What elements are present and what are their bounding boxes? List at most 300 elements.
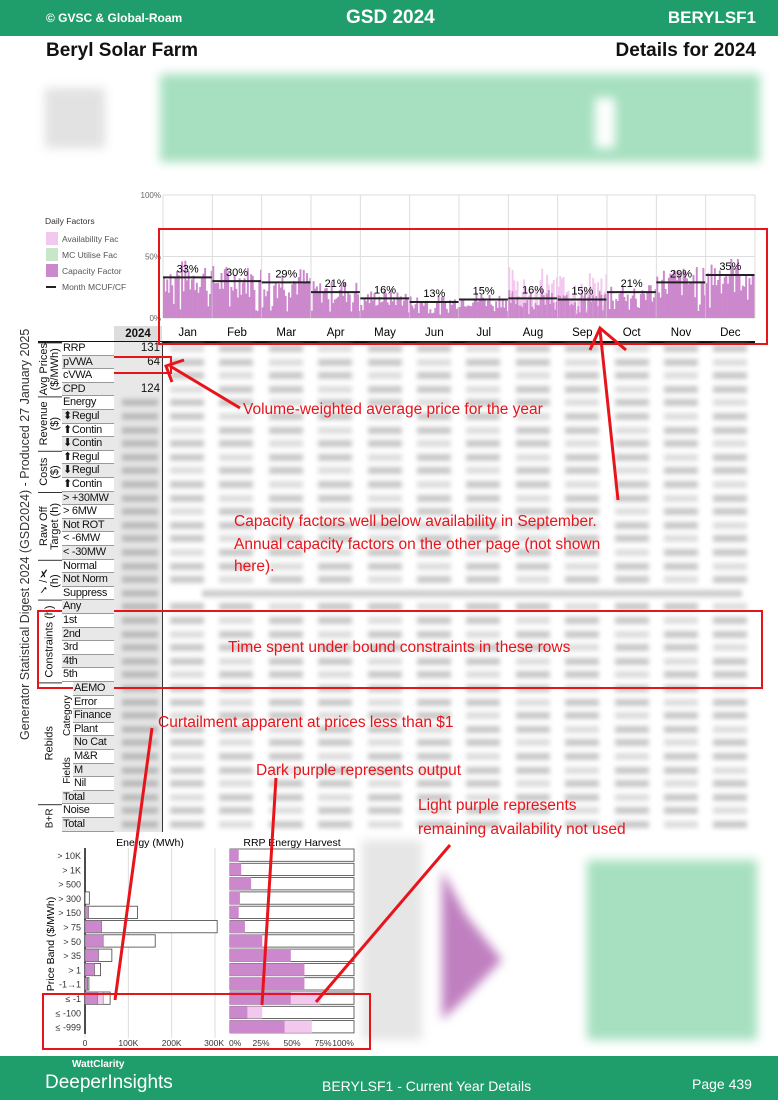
- blurred-month-value: [664, 413, 698, 420]
- blurred-month-value: [170, 794, 204, 801]
- blurred-month-value: [417, 780, 451, 787]
- annotation-dark-purple: Dark purple represents output: [256, 762, 462, 779]
- blurred-month-value: [516, 427, 550, 434]
- blurred-month-value: [269, 739, 303, 746]
- blurred-month-value: [466, 699, 500, 706]
- blurred-month-value: [269, 454, 303, 461]
- blurred-month-value: [466, 345, 500, 352]
- blurred-month-value: [713, 535, 747, 542]
- blurred-month-value: [615, 454, 649, 461]
- blurred-month-value: [516, 753, 550, 760]
- report-title: GSD 2024: [346, 7, 435, 28]
- blurred-month-value: [318, 467, 352, 474]
- row-label: Any: [62, 600, 114, 614]
- energy-output-bar: [85, 935, 103, 947]
- blurred-month-value: [318, 481, 352, 488]
- blurred-month-value: [269, 753, 303, 760]
- blurred-month-value: [368, 495, 402, 502]
- blurred-month-value: [664, 467, 698, 474]
- blurred-month-value: [269, 495, 303, 502]
- blurred-month-value: [664, 372, 698, 379]
- row-label: Normal: [62, 560, 114, 574]
- blurred-year-value: [122, 413, 158, 420]
- month-label: Mar: [276, 327, 297, 339]
- blurred-month-value: [615, 739, 649, 746]
- blurred-month-value: [713, 454, 747, 461]
- blurred-suppress-note: [202, 590, 742, 597]
- blurred-month-value: [565, 481, 599, 488]
- blurred-month-value: [615, 535, 649, 542]
- blurred-month-value: [368, 821, 402, 828]
- blurred-month-value: [565, 780, 599, 787]
- blurred-month-value: [713, 345, 747, 352]
- blurred-year-value: [122, 699, 158, 706]
- annotation-constraints: Time spent under bound constraints in these rows: [228, 639, 571, 656]
- pvwa-highlight: [112, 356, 172, 374]
- blurred-month-value: [516, 440, 550, 447]
- blurred-month-value: [318, 440, 352, 447]
- blurred-month-value: [466, 726, 500, 733]
- negative-price-highlight: [42, 993, 371, 1050]
- harvest-total-bar: [230, 849, 354, 861]
- blurred-year-value: [122, 821, 158, 828]
- row-label: CPD: [62, 383, 114, 397]
- blurred-month-value: [368, 467, 402, 474]
- blurred-month-value: [269, 807, 303, 814]
- blurred-month-value: [516, 726, 550, 733]
- row-label: 4th: [62, 655, 114, 669]
- blurred-month-value: [615, 508, 649, 515]
- energy-x-tick: 200K: [161, 1038, 182, 1048]
- blurred-year-value: [122, 440, 158, 447]
- blurred-month-value: [219, 427, 253, 434]
- blurred-month-value: [664, 535, 698, 542]
- daily-factors-highlight: [158, 228, 768, 345]
- blurred-month-value: [565, 372, 599, 379]
- blurred-month-value: [713, 427, 747, 434]
- annotation-sept-1: Capacity factors well below availability in September.: [234, 513, 597, 530]
- annotation-curtailment: Curtailment apparent at prices less than $1: [158, 714, 454, 731]
- blurred-month-value: [713, 359, 747, 366]
- blurred-month-value: [615, 576, 649, 583]
- copyright: © GVSC & Global-Roam: [46, 11, 183, 25]
- blurred-month-value: [170, 372, 204, 379]
- blurred-month-value: [318, 345, 352, 352]
- row-group-label: Constraints (h): [38, 600, 62, 682]
- month-cf-label: 15%: [472, 285, 495, 298]
- annotation-light-purple-1: Light purple represents: [418, 797, 577, 814]
- blurred-month-value: [565, 767, 599, 774]
- price-band-label: ≤ -1: [65, 994, 81, 1004]
- header-bar: [0, 0, 778, 36]
- row-label: Not Norm: [62, 573, 114, 587]
- blurred-month-value: [516, 712, 550, 719]
- blurred-month-value: [516, 454, 550, 461]
- blurred-month-value: [466, 427, 500, 434]
- blurred-month-value: [565, 467, 599, 474]
- month-label: Jan: [178, 327, 197, 339]
- harvest-total-bar: [230, 921, 354, 933]
- row-label: Plant: [73, 723, 114, 737]
- blurred-month-value: [219, 780, 253, 787]
- blurred-month-value: [219, 495, 253, 502]
- blurred-month-value: [615, 699, 649, 706]
- blurred-year-value: [122, 427, 158, 434]
- blurred-month-value: [565, 726, 599, 733]
- blurred-month-value: [615, 794, 649, 801]
- blurred-year-value: [122, 726, 158, 733]
- energy-chart-title: Energy (MWh): [116, 837, 184, 849]
- price-band-label: -1→1: [58, 979, 81, 990]
- row-label: > 6MW: [62, 505, 114, 519]
- row-label: Not ROT: [62, 519, 114, 533]
- blurred-month-value: [664, 807, 698, 814]
- blurred-month-value: [170, 427, 204, 434]
- blurred-month-value: [466, 372, 500, 379]
- harvest-x-tick: 0%: [229, 1038, 242, 1048]
- harvest-output-bar: [230, 921, 245, 933]
- blurred-month-value: [615, 481, 649, 488]
- blurred-month-value: [417, 359, 451, 366]
- energy-total-bar: [85, 892, 89, 904]
- harvest-output-bar: [230, 906, 239, 918]
- blurred-month-value: [615, 726, 649, 733]
- blurred-month-value: [466, 780, 500, 787]
- blurred-month-value: [713, 467, 747, 474]
- row-label: ⬍Regul: [62, 410, 114, 424]
- annotation-light-purple-2: remaining availability not used: [418, 821, 626, 838]
- blurred-month-value: [516, 359, 550, 366]
- row-label: AEMO: [73, 682, 114, 696]
- blurred-month-value: [269, 372, 303, 379]
- month-cf-label: 21%: [324, 278, 347, 291]
- blurred-year-value: [122, 508, 158, 515]
- harvest-output-bar: [230, 935, 262, 947]
- blurred-month-value: [170, 821, 204, 828]
- price-band-label: > 10K: [57, 851, 81, 861]
- blurred-year-value: [122, 794, 158, 801]
- month-label: Aug: [522, 327, 544, 339]
- blurred-month-value: [170, 481, 204, 488]
- blurred-month-value: [269, 576, 303, 583]
- row-group-label: Costs ($): [38, 451, 62, 492]
- blurred-month-value: [170, 413, 204, 420]
- month-label: Dec: [720, 327, 741, 339]
- blurred-month-value: [615, 467, 649, 474]
- energy-total-bar: [85, 921, 217, 933]
- blurred-top-chart: [40, 68, 760, 178]
- blurred-month-value: [219, 753, 253, 760]
- energy-output-bar: [85, 978, 88, 990]
- harvest-output-bar: [230, 878, 251, 890]
- blurred-month-value: [565, 495, 599, 502]
- row-label: > +30MW: [62, 492, 114, 506]
- blurred-month-value: [664, 576, 698, 583]
- blurred-month-value: [269, 780, 303, 787]
- blurred-month-value: [219, 467, 253, 474]
- harvest-output-bar: [230, 892, 240, 904]
- blurred-year-value: [122, 454, 158, 461]
- year-header: 2024: [114, 326, 162, 342]
- annotation-sept-3: here).: [234, 558, 275, 575]
- blurred-month-value: [417, 372, 451, 379]
- row-label: Total: [62, 818, 114, 832]
- blurred-month-value: [219, 454, 253, 461]
- harvest-output-bar: [230, 849, 239, 861]
- blurred-month-value: [219, 767, 253, 774]
- blurred-month-value: [269, 386, 303, 393]
- blurred-month-value: [368, 440, 402, 447]
- row-label: cVWA: [62, 369, 114, 383]
- blurred-month-value: [565, 699, 599, 706]
- blurred-month-value: [466, 481, 500, 488]
- price-band-label: ≤ -100: [55, 1008, 81, 1019]
- blurred-year-value: [122, 780, 158, 787]
- blurred-month-value: [713, 712, 747, 719]
- blurred-month-value: [269, 481, 303, 488]
- row-group-label: Avg Prices ($/MWh): [38, 343, 61, 396]
- harvest-x-tick: 50%: [283, 1038, 301, 1048]
- row-group-label: B+R: [38, 804, 62, 831]
- year-value: 124: [140, 382, 160, 395]
- blurred-month-value: [368, 454, 402, 461]
- blurred-month-value: [516, 699, 550, 706]
- month-cf-label: 13%: [423, 288, 446, 301]
- blurred-month-value: [664, 549, 698, 556]
- blurred-month-value: [516, 467, 550, 474]
- station-name: Beryl Solar Farm: [46, 40, 199, 61]
- blurred-month-value: [615, 563, 649, 570]
- blurred-year-value: [122, 576, 158, 583]
- blurred-month-value: [664, 399, 698, 406]
- harvest-output-bar: [230, 978, 304, 990]
- blurred-month-value: [664, 454, 698, 461]
- blurred-month-value: [664, 753, 698, 760]
- blurred-month-value: [713, 767, 747, 774]
- blurred-month-value: [219, 807, 253, 814]
- blurred-month-value: [713, 549, 747, 556]
- blurred-month-value: [318, 753, 352, 760]
- row-label: 3rd: [62, 641, 114, 655]
- blurred-month-value: [269, 427, 303, 434]
- blurred-year-value: [122, 753, 158, 760]
- blurred-month-value: [219, 576, 253, 583]
- blurred-month-value: [417, 739, 451, 746]
- blurred-month-value: [219, 345, 253, 352]
- blurred-month-value: [318, 780, 352, 787]
- energy-output-bar: [85, 906, 88, 918]
- blurred-month-value: [170, 454, 204, 461]
- row-label: pVWA: [62, 356, 114, 370]
- blurred-month-value: [664, 780, 698, 787]
- blurred-month-value: [713, 780, 747, 787]
- blurred-year-value: [122, 739, 158, 746]
- month-label: Sep: [572, 327, 593, 339]
- blurred-month-value: [615, 522, 649, 529]
- energy-output-bar: [85, 949, 98, 961]
- row-label: Suppress: [62, 587, 114, 601]
- blurred-month-value: [368, 563, 402, 570]
- blurred-month-value: [713, 563, 747, 570]
- month-label: Nov: [670, 327, 692, 339]
- row-label: Nil: [73, 777, 114, 791]
- blurred-month-value: [368, 739, 402, 746]
- blurred-month-value: [713, 522, 747, 529]
- harvest-total-bar: [230, 906, 354, 918]
- blurred-month-value: [269, 345, 303, 352]
- blurred-month-value: [170, 699, 204, 706]
- harvest-output-bar: [230, 949, 291, 961]
- harvest-x-tick: 25%: [252, 1038, 270, 1048]
- month-label: Feb: [227, 327, 247, 339]
- blurred-month-value: [664, 821, 698, 828]
- price-band-label: > 35: [63, 951, 81, 962]
- row-label: Total: [62, 791, 114, 805]
- blurred-month-value: [318, 454, 352, 461]
- price-band-label: > 75: [63, 922, 81, 933]
- blurred-month-value: [368, 481, 402, 488]
- blurred-month-value: [713, 372, 747, 379]
- month-label: Oct: [622, 327, 641, 339]
- deeperinsights-logo: DeeperInsights: [45, 1072, 173, 1093]
- blurred-bottom-charts: [362, 840, 778, 1050]
- month-cf-label: 16%: [373, 284, 397, 297]
- blurred-year-value: [122, 481, 158, 488]
- row-group-label: Rebids: [38, 682, 62, 804]
- energy-x-tick: 0: [82, 1038, 88, 1048]
- blurred-month-value: [170, 359, 204, 366]
- blurred-month-value: [269, 467, 303, 474]
- price-band-label: > 1K: [62, 865, 81, 876]
- blurred-month-value: [615, 780, 649, 787]
- month-cf-label: 33%: [176, 263, 199, 276]
- price-band-label: > 50: [63, 936, 81, 947]
- blurred-month-value: [615, 712, 649, 719]
- harvest-output-bar: [230, 863, 241, 875]
- blurred-month-value: [713, 576, 747, 583]
- blurred-month-value: [417, 563, 451, 570]
- blurred-year-value: [122, 522, 158, 529]
- blurred-month-value: [417, 440, 451, 447]
- energy-output-bar: [85, 921, 101, 933]
- blurred-month-value: [269, 794, 303, 801]
- blurred-month-value: [170, 739, 204, 746]
- blurred-month-value: [664, 522, 698, 529]
- row-label: < -6MW: [62, 532, 114, 546]
- blurred-month-value: [318, 495, 352, 502]
- blurred-month-value: [664, 563, 698, 570]
- blurred-month-value: [368, 699, 402, 706]
- blurred-month-value: [664, 386, 698, 393]
- blurred-month-value: [664, 726, 698, 733]
- harvest-x-tick: 75%: [314, 1038, 332, 1048]
- blurred-month-value: [318, 821, 352, 828]
- row-label: 2nd: [62, 628, 114, 642]
- row-label: RRP: [62, 342, 114, 356]
- blurred-month-value: [664, 508, 698, 515]
- energy-total-bar: [85, 906, 137, 918]
- blurred-month-value: [664, 345, 698, 352]
- blurred-month-value: [170, 467, 204, 474]
- blurred-month-value: [318, 807, 352, 814]
- price-band-axis-label: Price Band ($/MWh): [45, 896, 57, 992]
- blurred-year-value: [122, 712, 158, 719]
- blurred-month-value: [417, 454, 451, 461]
- legend-swatch: [46, 286, 56, 288]
- blurred-month-value: [170, 807, 204, 814]
- price-band-label: ≤ -999: [55, 1022, 81, 1033]
- price-band-label: > 300: [58, 893, 81, 904]
- legend-label: Month MCUF/CF: [62, 282, 127, 292]
- blurred-month-value: [368, 794, 402, 801]
- energy-x-tick: 300K: [204, 1038, 224, 1048]
- blurred-month-value: [219, 481, 253, 488]
- month-label: Jun: [425, 327, 444, 339]
- row-label: M: [73, 764, 114, 778]
- side-caption: Generator Statistical Digest 2024 (GSD2024) - Produced 27 January 2025: [18, 328, 32, 740]
- blurred-month-value: [170, 386, 204, 393]
- month-label: Apr: [326, 327, 345, 339]
- y-tick-label: 50%: [144, 252, 161, 262]
- month-cf-label: 29%: [275, 268, 298, 281]
- legend-label: MC Utilise Fac: [62, 250, 118, 260]
- blurred-month-value: [565, 399, 599, 406]
- blurred-month-value: [615, 495, 649, 502]
- blurred-month-value: [713, 699, 747, 706]
- price-band-label: > 150: [58, 908, 81, 919]
- blurred-month-value: [516, 386, 550, 393]
- blurred-month-value: [713, 399, 747, 406]
- blurred-month-value: [466, 386, 500, 393]
- blurred-month-value: [269, 821, 303, 828]
- y-tick-label: 100%: [140, 191, 161, 200]
- blurred-month-value: [219, 794, 253, 801]
- blurred-month-value: [664, 712, 698, 719]
- blurred-month-value: [713, 495, 747, 502]
- energy-output-bar: [85, 963, 95, 975]
- blurred-month-value: [516, 563, 550, 570]
- blurred-month-value: [170, 563, 204, 570]
- row-label: 5th: [62, 668, 114, 682]
- blurred-month-value: [368, 359, 402, 366]
- blurred-month-value: [219, 821, 253, 828]
- blurred-month-value: [417, 427, 451, 434]
- blurred-month-value: [170, 495, 204, 502]
- blurred-month-value: [713, 807, 747, 814]
- blurred-month-value: [664, 699, 698, 706]
- blurred-month-value: [466, 495, 500, 502]
- blurred-month-value: [170, 549, 204, 556]
- blurred-year-value: [122, 563, 158, 570]
- row-group-label: Revenue ($): [38, 396, 62, 450]
- energy-x-tick: 100K: [118, 1038, 139, 1048]
- details-title: Details for 2024: [615, 40, 756, 61]
- price-band-label: > 1: [68, 965, 81, 976]
- row-label: M&R: [73, 750, 114, 764]
- blurred-month-value: [466, 712, 500, 719]
- blurred-month-value: [713, 440, 747, 447]
- blurred-month-value: [170, 576, 204, 583]
- blurred-month-value: [516, 372, 550, 379]
- blurred-month-value: [516, 345, 550, 352]
- blurred-month-value: [565, 454, 599, 461]
- blurred-month-value: [466, 576, 500, 583]
- blurred-month-value: [516, 495, 550, 502]
- blurred-month-value: [318, 386, 352, 393]
- blurred-month-value: [368, 807, 402, 814]
- blurred-month-value: [565, 712, 599, 719]
- blurred-month-value: [713, 481, 747, 488]
